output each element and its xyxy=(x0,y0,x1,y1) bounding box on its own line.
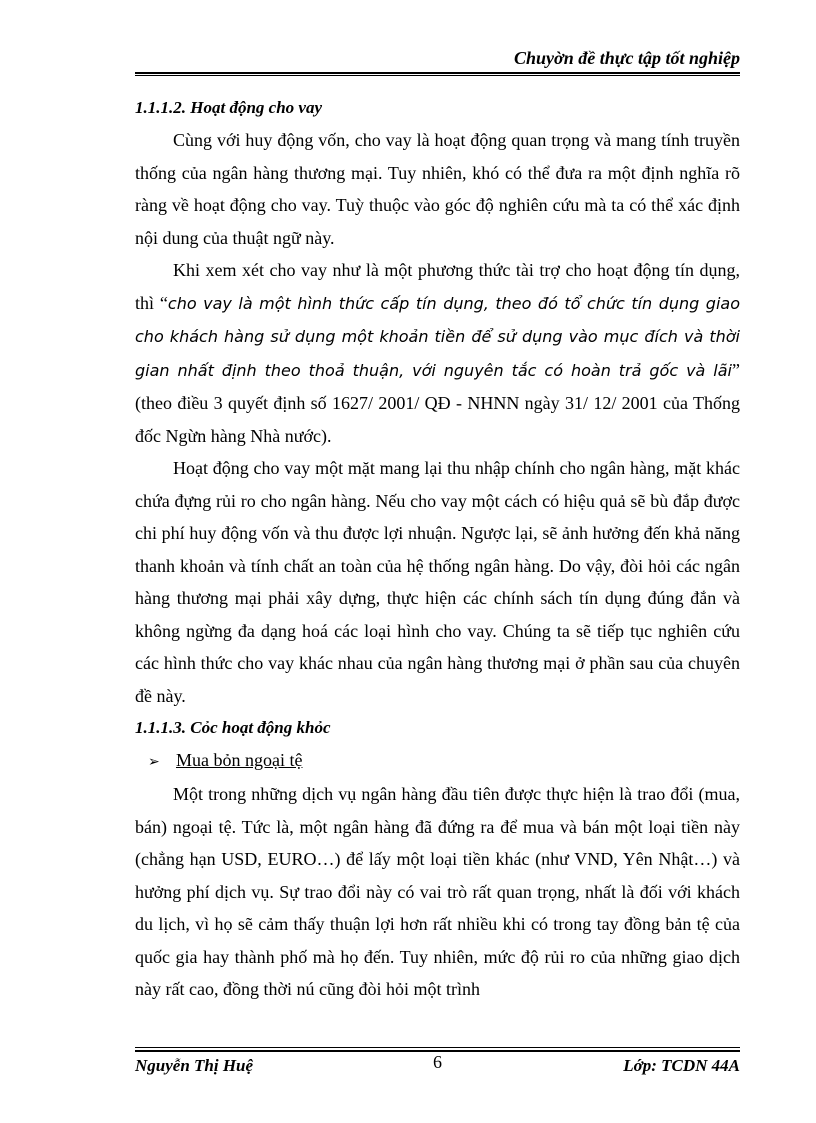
bullet-item xyxy=(135,744,740,778)
footer-rule-thin xyxy=(135,1047,740,1048)
footer-class: Lớp: TCDN 44A xyxy=(623,1056,740,1075)
section-heading-other-activities: 1.1.1.3. Cỏc hoạt động khỏc xyxy=(135,718,331,737)
paragraph: Cùng với huy động vốn, cho vay là hoạt động quan trọng và mang tính truyền thống của ngân hàng thương mại. Tuy nhiên, khó có thể đưa ra một định nghĩa rõ ràng về hoạt động cho vay. Tuỳ thuộc vào góc độ nghiên cứu mà ta có thể xác định nội dung của thuật ngữ này. xyxy=(135,130,740,248)
paragraph-text: ” (theo điều 3 quyết định số 1627/ 2001/ QĐ - NHNN ngày 31/ 12/ 2001 của Thống đốc Ngừn hàng Nhà nước). xyxy=(135,359,740,446)
paragraph-definition xyxy=(135,254,740,452)
header-rule xyxy=(135,72,740,74)
page-header-title: Chuyờn đề thực tập tốt nghiệp xyxy=(514,48,740,68)
paragraph: Một trong những dịch vụ ngân hàng đầu tiên được thực hiện là trao đổi (mua, bán) ngoại tệ. Tức là, một ngân hàng đã đứng ra để mua và bán một loại tiền này (chẳng hạn USD, EURO…) để lấy một loại tiền khác (như VND, Yên Nhật…) và hưởng phí dịch vụ. Sự trao đổi này có vai trò rất quan trọng, nhất là đối với khách du lịch, vì họ sẽ cảm thấy thuận lợi hơn rất nhiều khi có trong tay đồng bản tệ của quốc gia hay thành phố mà họ đến. Tuy nhiên, mức độ rủi ro của những giao dịch này rất cao, đồng thời nú cũng đòi hỏi một trình xyxy=(135,784,740,999)
footer-author: Nguyễn Thị Huệ xyxy=(135,1056,254,1075)
definition-quote: cho vay là một hình thức cấp tín dụng, theo đó tổ chức tín dụng giao cho khách hàng sử dụng một khoản tiền để sử dụng vào mục đích và thời gian nhất định theo thoả thuận, với nguyên tắc có hoàn trả gốc và lãi xyxy=(135,293,740,380)
paragraph-text: Khi xem xét cho vay như là một phương thức tài trợ cho hoạt động tín dụng, thì “ xyxy=(135,260,740,313)
page-number: 6 xyxy=(433,1052,442,1072)
section-heading-lending: 1.1.1.2. Hoạt động cho vay xyxy=(135,98,322,117)
arrow-bullet-icon: ➢ xyxy=(148,754,160,770)
paragraph: Hoạt động cho vay một mặt mang lại thu nhập chính cho ngân hàng, mặt khác chứa đựng rủi ro cho ngân hàng. Nếu cho vay một cách có hiệu quả sẽ bù đắp được chi phí huy động vốn và thu được lợi nhuận. Ngược lại, sẽ ảnh hưởng đến khả năng thanh khoản và tính chất an toàn của hệ thống ngân hàng. Do vậy, đòi hỏi các ngân hàng thương mại phải xây dựng, thực hiện các chính sách tín dụng đúng đắn và không ngừng đa dạng hoá các loại hình cho vay. Chúng ta sẽ tiếp tục nghiên cứu các hình thức cho vay khác nhau của ngân hàng thương mại ở phần sau của chuyên đề này. xyxy=(135,458,740,706)
page-body xyxy=(135,92,740,1006)
header-rule-thin xyxy=(135,75,740,76)
bullet-text: Mua bỏn ngoại tệ xyxy=(176,750,303,770)
